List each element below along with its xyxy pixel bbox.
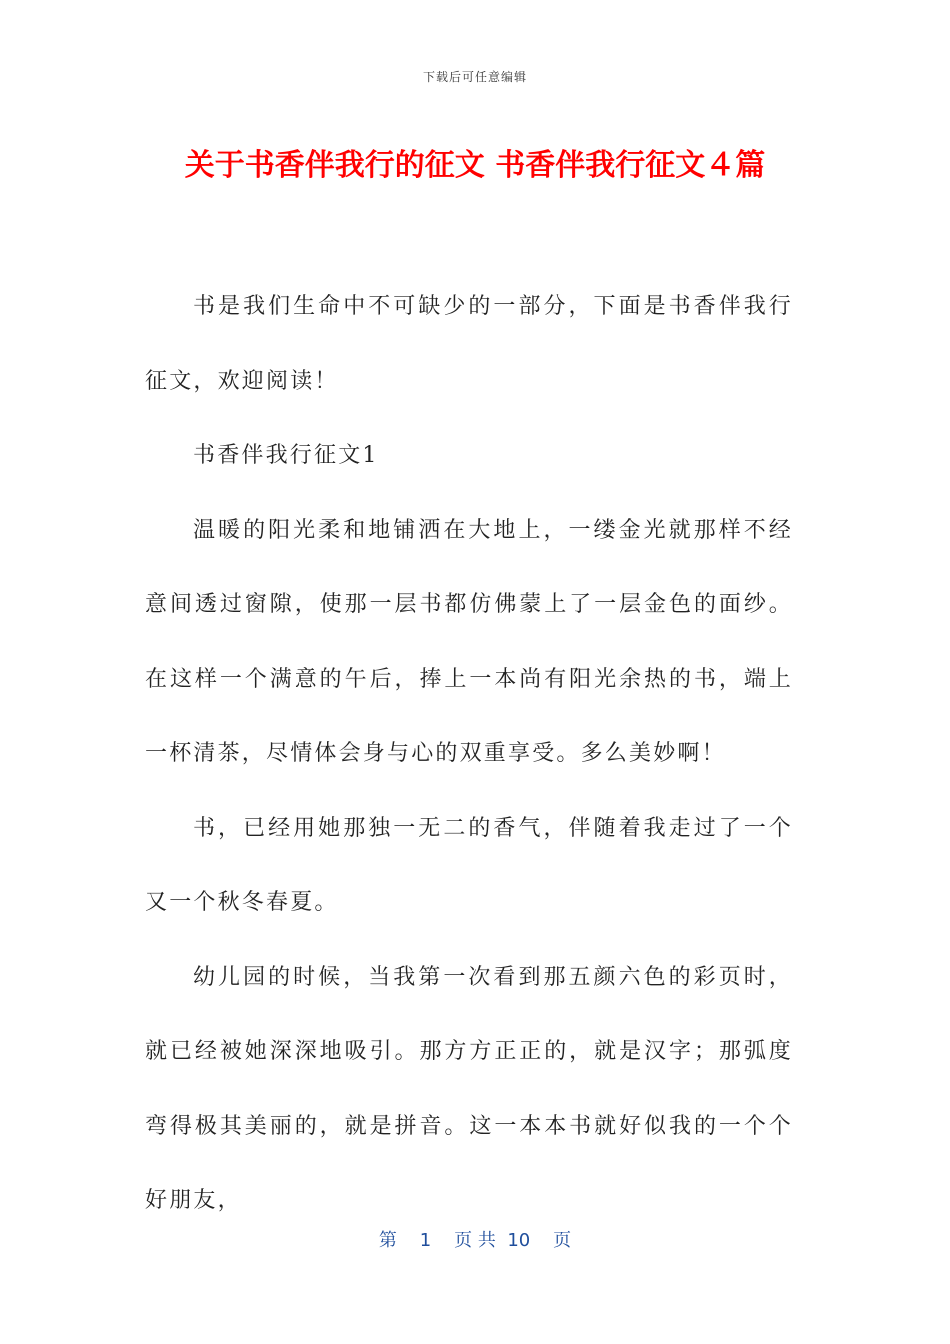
paragraph: 温暖的阳光柔和地铺洒在大地上，一缕金光就那样不经意间透过窗隙，使那一层书都仿佛蒙上了一层金色的面纱。在这样一个满意的午后，捧上一本尚有阳光余热的书，端上一杯清茶，尽情体会身与心的双重享受。多么美妙啊！ bbox=[145, 517, 793, 766]
footer-suffix: 页 bbox=[553, 1230, 572, 1251]
paragraph-intro: 书是我们生命中不可缺少的一部分，下面是书香伴我行征文，欢迎阅读！ bbox=[145, 294, 793, 394]
paragraph: 书，已经用她那独一无二的香气，伴随着我走过了一个又一个秋冬春夏。 bbox=[145, 815, 793, 915]
footer-prefix: 第 bbox=[378, 1230, 397, 1251]
total-pages-number: 10 bbox=[507, 1230, 531, 1251]
section-heading: 书香伴我行征文1 bbox=[193, 443, 379, 468]
document-title: 关于书香伴我行的征文 书香伴我行征文４篇 bbox=[184, 148, 766, 183]
document-body bbox=[145, 270, 793, 1239]
page-footer bbox=[0, 1226, 950, 1252]
paragraph: 幼儿园的时候，当我第一次看到那五颜六色的彩页时，就已经被她深深地吸引。那方方正正的，就是汉字；那弧度弯得极其美丽的，就是拼音。这一本本书就好似我的一个个好朋友， bbox=[145, 964, 793, 1213]
footer-middle: 页 共 bbox=[454, 1230, 496, 1251]
current-page-number: 1 bbox=[419, 1230, 432, 1251]
header-note: 下载后可任意编辑 bbox=[422, 70, 527, 84]
